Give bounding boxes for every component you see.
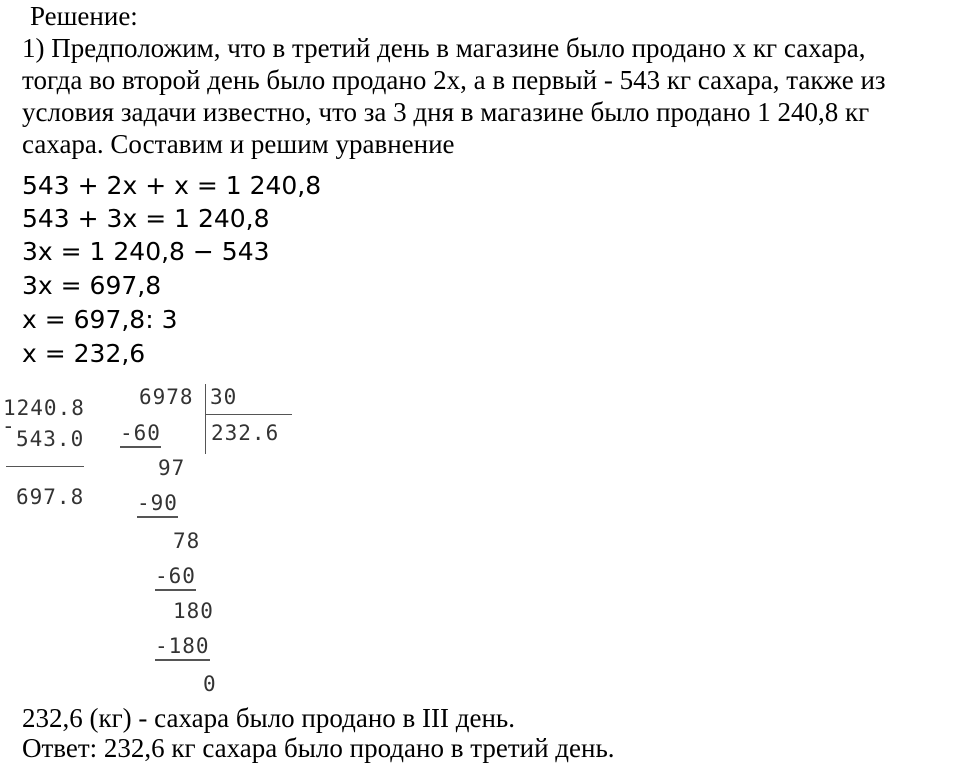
paragraph-line-1: 1) Предположим, что в третий день в магазине было продано x кг сахара,	[22, 33, 866, 63]
subtraction-result-line	[6, 466, 84, 467]
equation-4: 3x = 697,8	[22, 271, 162, 300]
division-divisor-line	[206, 414, 292, 415]
subtraction-minus-sign: -	[2, 414, 16, 438]
subtraction-minuend: 1240.8	[3, 396, 85, 420]
division-step-remainder-3: 180	[173, 599, 214, 623]
equation-2: 543 + 3x = 1 240,8	[22, 204, 270, 233]
subtraction-result: 697.8	[16, 485, 85, 509]
division-quotient: 232.6	[211, 421, 280, 445]
equation-5: x = 697,8: 3	[22, 305, 178, 334]
division-step-subtract-1: -60	[120, 421, 161, 448]
division-step-remainder-2: 78	[173, 529, 201, 553]
paragraph-line-2: тогда во второй день было продано 2x, а в первый - 543 кг сахара, также из	[22, 65, 886, 95]
division-step-subtract-4: -180	[155, 634, 210, 661]
conclusion-line: 232,6 (кг) - сахара было продано в III день.	[22, 703, 515, 733]
equation-3: 3x = 1 240,8 − 543	[22, 237, 270, 266]
subtraction-subtrahend: 543.0	[16, 427, 85, 451]
division-divisor: 30	[210, 385, 238, 409]
paragraph-line-4: сахара. Составим и решим уравнение	[22, 129, 455, 159]
answer-line: Ответ: 232,6 кг сахара было продано в третий день.	[22, 733, 615, 763]
division-vertical-line	[205, 384, 206, 454]
division-step-remainder-4: 0	[203, 672, 217, 696]
equation-6: x = 232,6	[22, 339, 146, 368]
division-step-remainder-1: 97	[158, 456, 186, 480]
equation-1: 543 + 2x + x = 1 240,8	[22, 171, 322, 200]
division-step-subtract-3: -60	[155, 564, 196, 591]
paragraph-line-3: условия задачи известно, что за 3 дня в магазине было продано 1 240,8 кг	[22, 97, 870, 127]
division-dividend: 6978	[139, 385, 194, 409]
solution-heading: Решение:	[30, 1, 138, 31]
division-step-subtract-2: -90	[137, 491, 178, 518]
